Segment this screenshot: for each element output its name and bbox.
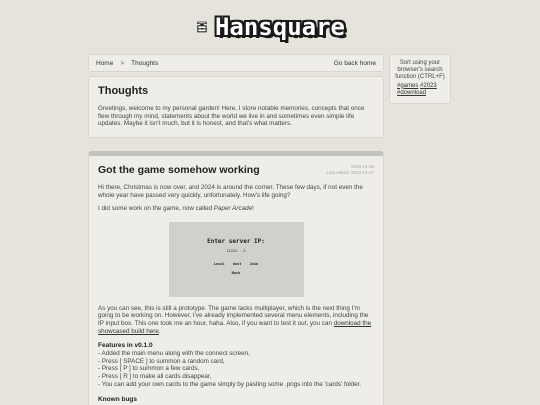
search-hint: Sort using your browser's search function (CTRL+F) xyxy=(395,60,445,81)
game-back-label: Back xyxy=(231,270,241,275)
features-section xyxy=(98,342,374,388)
post-date: 2023-12-26 xyxy=(350,164,374,169)
game-name: Paper Arcade xyxy=(213,205,253,213)
site-logo[interactable] xyxy=(197,8,345,46)
tag-sidebar xyxy=(389,54,451,104)
post-paragraph-3 xyxy=(98,305,374,335)
feature-item: - You can add your own cards to the game simply by pasting some .pngs into the 'cards' folder. xyxy=(98,380,362,388)
post-updated: Last edited: 2023-12-27 xyxy=(326,170,374,175)
game-screenshot-title: Enter server IP: xyxy=(207,237,265,245)
game-join-label: Join xyxy=(249,261,259,266)
post-paragraph-2-end: ! xyxy=(252,205,254,213)
features-list xyxy=(98,350,374,388)
feature-item: - Added the main menu along with the connect screen, xyxy=(98,350,250,358)
post-paragraph-3-text: As you can see, this is still a prototype. The game lacks multiplayer, which is the next thing I'm going to be working on. However, I've already implemented several menu elements, including the IP input box. This one took me an hour, haha. Also, if you want to test it out, you can xyxy=(98,304,369,327)
intro-panel xyxy=(88,76,384,138)
post-paragraph-2-text: I did some work on the game, now called xyxy=(98,205,214,213)
post-paragraph-1: Hi there, Christmas is now over, and 2024 is around the corner. These few days, if not even the whole year have passed very quickly, unfortunately. How's life going? xyxy=(98,184,363,199)
bugs-section xyxy=(98,396,374,403)
feature-item: - Press [ SPACE ] to summon a random card, xyxy=(98,357,225,365)
game-screenshot-buttons xyxy=(169,262,304,266)
game-screenshot-ip: 11222...3 xyxy=(226,248,246,253)
tag-games[interactable]: #games xyxy=(397,82,419,89)
site-logo-text: Hansquare xyxy=(214,13,345,41)
page-title: Thoughts xyxy=(98,85,149,97)
bugs-title: Known bugs xyxy=(98,396,137,404)
go-back-home-link[interactable]: Go back home xyxy=(333,59,376,67)
tag-2023[interactable]: #2023 xyxy=(420,82,437,89)
post-title: Got the game somehow working xyxy=(98,164,260,176)
post-paragraph-3-end: . xyxy=(158,327,161,335)
breadcrumb-current: Thoughts xyxy=(131,59,159,67)
post-paragraph-2 xyxy=(98,205,374,213)
download-build-link[interactable]: download the showcased build here xyxy=(98,319,372,335)
hansquare-logo-icon xyxy=(197,10,207,44)
game-screenshot xyxy=(169,222,304,297)
intro-text: Greetings, welcome to my personal garden! Here, I store notable memories, concepts that once flew through my mind, statements about the world we live in and sometimes even simple life updates. Maybe it isn't much, but it is honest, and that's what matters. xyxy=(98,105,365,128)
breadcrumb xyxy=(88,54,384,72)
post-meta xyxy=(326,164,374,176)
tag-list xyxy=(394,83,446,97)
post-article xyxy=(88,151,384,405)
tag-download[interactable]: #download xyxy=(397,89,427,96)
feature-item: - Press [ P ] to summon a few cards, xyxy=(98,365,200,373)
post-header xyxy=(98,164,374,176)
features-title: Features in v0.1.0 xyxy=(98,342,153,350)
feature-item: - Press [ R ] to make all cards disappear, xyxy=(98,372,212,380)
game-local-host-label: Local host xyxy=(213,261,242,266)
breadcrumb-separator: > xyxy=(120,59,125,67)
breadcrumb-home-link[interactable]: Home xyxy=(96,59,114,67)
